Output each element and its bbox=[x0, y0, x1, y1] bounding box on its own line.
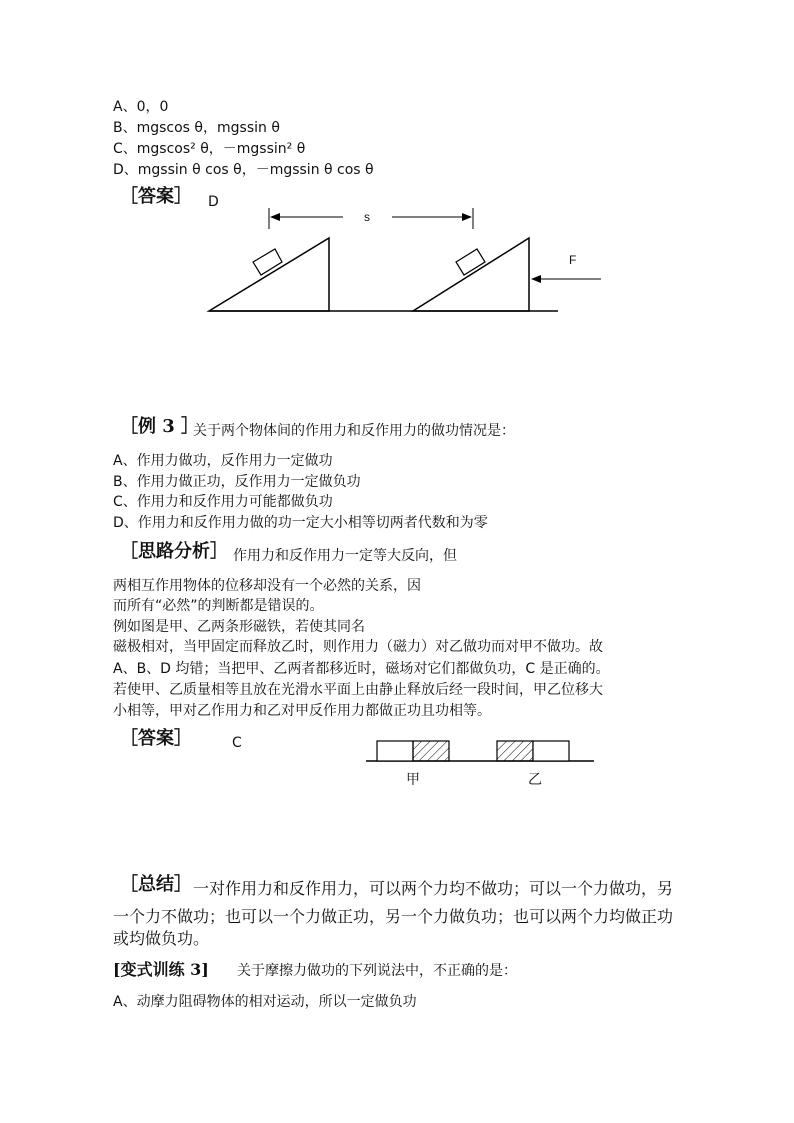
ex3-option-c: C、作用力和反作用力可能都做负功 bbox=[113, 494, 333, 510]
option-d: D、mgssin θ cos θ，－mgssin θ cos θ bbox=[113, 162, 374, 178]
magnet-a-plain bbox=[377, 741, 413, 761]
variant-question: 关于摩擦力做功的下列说法中，不正确的是： bbox=[237, 963, 517, 979]
magnet-a-hatched bbox=[413, 741, 449, 761]
s-right-arrowhead bbox=[462, 213, 472, 221]
analysis-line: 两相互作用物体的位移却没有一个必然的关系，因 bbox=[113, 578, 421, 594]
analysis-line: 作用力和反作用力一定等大反向，但 bbox=[233, 548, 457, 564]
left-block bbox=[253, 249, 282, 275]
right-incline bbox=[413, 238, 529, 311]
option-b: B、mgscos θ，mgssin θ bbox=[113, 120, 280, 136]
magnet-b-plain bbox=[533, 741, 569, 761]
analysis-line: 而所有“必然”的判断都是错误的。 bbox=[113, 598, 324, 614]
summary-line: 或均做负功。 bbox=[113, 929, 210, 948]
option-a: A、0，0 bbox=[113, 99, 169, 115]
answer-label: ［答案］ bbox=[120, 186, 192, 207]
force-label: F bbox=[569, 253, 577, 267]
distance-label: s bbox=[364, 210, 370, 224]
analysis-line: 磁极相对，当甲固定而释放乙时，则作用力（磁力）对乙做功而对甲不做功。故 bbox=[113, 639, 603, 655]
summary-label: ［总结］ bbox=[120, 874, 192, 895]
ex3-option-a: A、作用力做功，反作用力一定做功 bbox=[113, 453, 333, 469]
answer3-value: C bbox=[232, 735, 242, 751]
s-left-arrowhead bbox=[270, 213, 280, 221]
ex3-option-d: D、作用力和反作用力做的功一定大小相等切两者代数和为零 bbox=[113, 515, 488, 531]
variant-label: [变式训练 3] bbox=[113, 960, 209, 979]
analysis-line: 小相等，甲对乙作用力和乙对甲反作用力都做正功且功相等。 bbox=[113, 703, 491, 719]
analysis-label: ［思路分析］ bbox=[120, 541, 228, 562]
analysis-line: 例如图是甲、乙两条形磁铁，若使其同名 bbox=[113, 619, 365, 635]
example-label: ［例 3 ］ bbox=[120, 416, 200, 437]
answer-value: D bbox=[208, 194, 219, 210]
variant-option-a: A、动摩力阻碍物体的相对运动，所以一定做负功 bbox=[113, 994, 417, 1010]
magnet-a-label: 甲 bbox=[406, 772, 420, 788]
magnet-b-hatched bbox=[497, 741, 533, 761]
force-arrowhead bbox=[531, 275, 541, 283]
left-incline bbox=[209, 238, 329, 311]
magnet-b-label: 乙 bbox=[528, 772, 542, 788]
right-block bbox=[456, 249, 485, 275]
answer3-label: ［答案］ bbox=[120, 728, 192, 749]
summary-line: 一对作用力和反作用力，可以两个力均不做功；可以一个力做功，另 bbox=[193, 879, 674, 898]
example-question: 关于两个物体间的作用力和反作用力的做功情况是： bbox=[193, 423, 515, 439]
ex3-option-b: B、作用力做正功，反作用力一定做负功 bbox=[113, 474, 361, 490]
analysis-line: 若使甲、乙质量相等且放在光滑水平面上由静止释放后经一段时间，甲乙位移大 bbox=[113, 682, 603, 698]
analysis-line: A、B、D 均错；当把甲、乙两者都移近时，磁场对它们都做负功，C 是正确的。 bbox=[113, 661, 610, 677]
summary-line: 一个力不做功；也可以一个力做正功，另一个力做负功；也可以两个力均做正功 bbox=[113, 907, 674, 926]
option-c: C、mgscos² θ，－mgssin² θ bbox=[113, 141, 306, 157]
